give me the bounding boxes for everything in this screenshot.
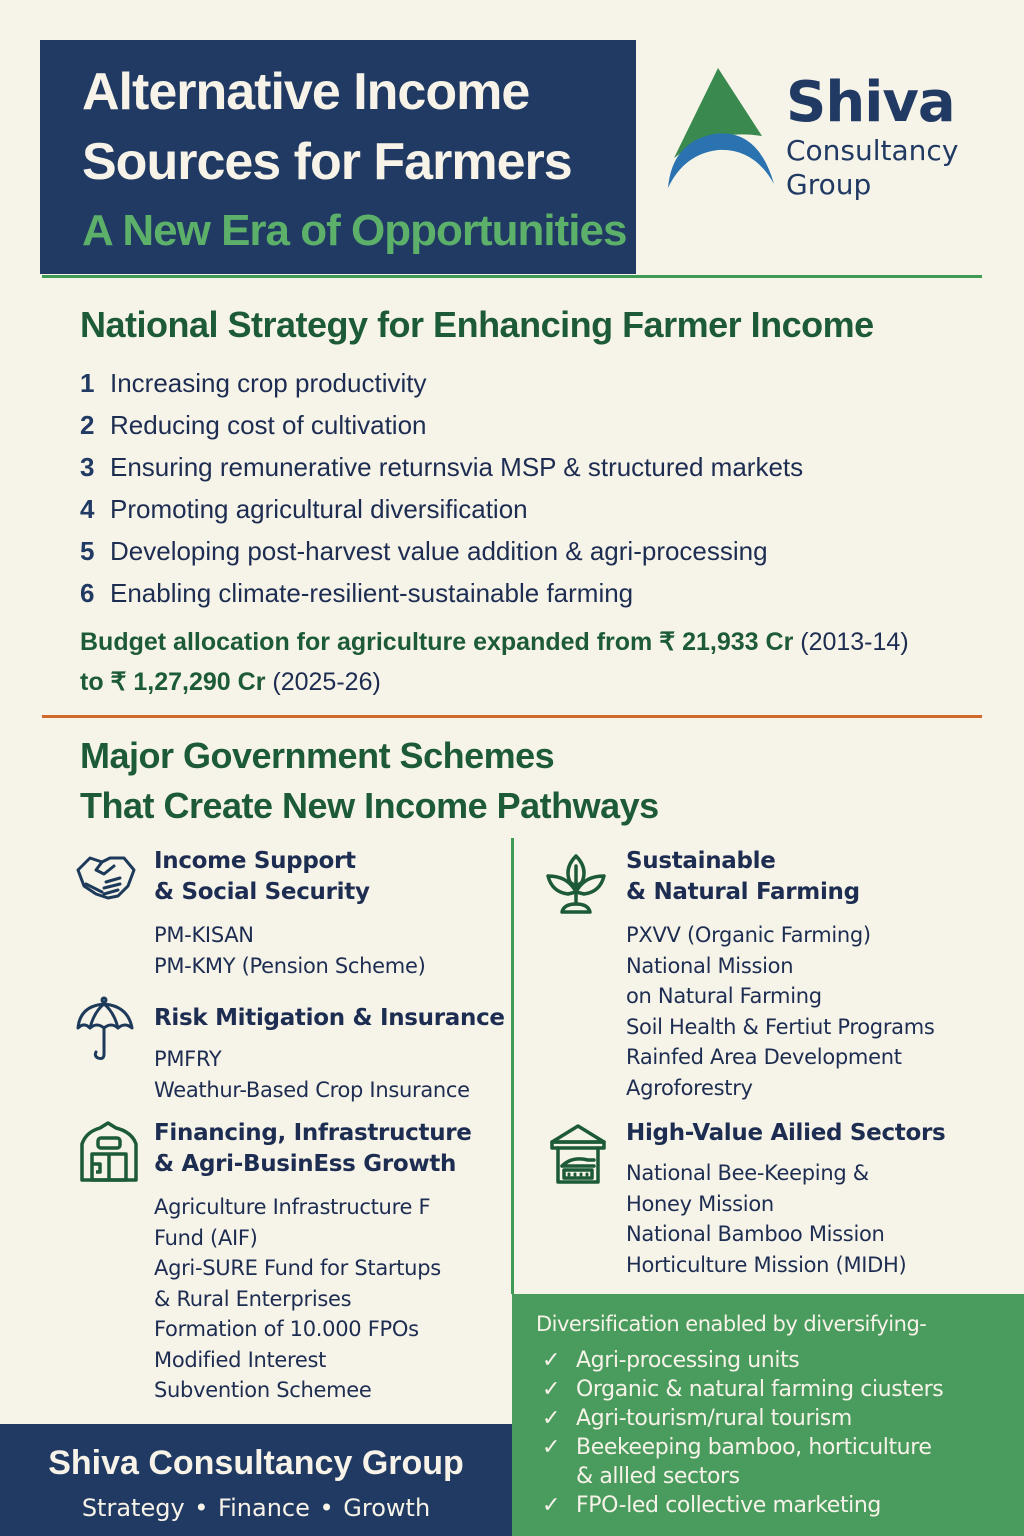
callout-title: Diversification enabled by diversifying- — [536, 1312, 927, 1336]
scheme-title-line: Sustainable — [626, 848, 776, 874]
footer-tagline: Strategy • Finance • Growth — [81, 1494, 431, 1522]
scheme-title — [626, 846, 860, 908]
item-number: 5 — [80, 536, 95, 566]
strategy-item — [80, 490, 803, 532]
callout-item — [542, 1491, 943, 1520]
callout-item-text: Agri-processing units — [576, 1348, 800, 1373]
scheme-item: on Natural Farming — [626, 984, 822, 1008]
scheme-item: Formation of 10.000 FPOs — [154, 1317, 419, 1341]
scheme-item: Agri-SURE Fund for Startups — [154, 1256, 441, 1280]
scheme-title-line: Risk Mitigation & Insurance — [154, 1005, 505, 1031]
scheme-item: Soil Health & Fertiut Programs — [626, 1014, 935, 1039]
scheme-items — [154, 920, 425, 981]
scheme-item: Honey Mission — [626, 1191, 774, 1216]
item-text: Increasing crop productivity — [110, 368, 427, 398]
footer-company-name: Shiva Consultancy Group — [48, 1444, 464, 1482]
scheme-title-line: & Natural Farming — [626, 879, 860, 905]
strategy-heading: National Strategy for Enhancing Farmer Income — [80, 304, 874, 345]
item-text: Promoting agricultural diversification — [110, 494, 528, 524]
logo-sub-1: Consultancy — [786, 134, 959, 167]
scheme-title-line: & Agri-BusinEss Growth — [154, 1151, 457, 1177]
item-text: Developing post-harvest value addition & agri-processing — [110, 536, 768, 566]
check-icon: ✓ — [542, 1493, 561, 1518]
scheme-title — [626, 1118, 945, 1149]
scheme-title — [154, 1118, 472, 1180]
item-text: Enabling climate-resilient-sustainable farming — [110, 578, 634, 608]
beehive-icon — [548, 1122, 612, 1186]
scheme-item: PM-KISAN — [154, 923, 254, 947]
check-icon: ✓ — [542, 1377, 561, 1402]
scheme-item: Subvention Schemee — [154, 1378, 372, 1402]
scheme-item: PMFRY — [154, 1047, 222, 1071]
scheme-item: Horticulture Mission (MIDH) — [626, 1252, 907, 1277]
strategy-item — [80, 448, 803, 490]
scheme-title-line: & Social Security — [154, 879, 370, 905]
mountain-wave-logo-icon — [662, 64, 782, 194]
scheme-item: Weathur-Based Crop Insurance — [154, 1077, 470, 1102]
title-line-2: Sources for Farmers — [82, 133, 572, 191]
item-number: 1 — [80, 368, 95, 398]
scheme-item: PM-KMY (Pension Scheme) — [154, 953, 426, 978]
diversification-callout — [512, 1294, 1024, 1536]
scheme-item: National Mission — [626, 953, 794, 978]
item-text: Ensuring remunerative returnsvia MSP & structured markets — [110, 452, 804, 482]
logo-sub-2: Group — [786, 168, 872, 201]
sprout-icon — [546, 852, 610, 916]
budget-to-amount: ₹ 1,27,290 Cr — [110, 668, 266, 696]
callout-item — [542, 1346, 943, 1375]
budget-mid: to — [80, 668, 111, 696]
scheme-item: Fund (AIF) — [154, 1225, 258, 1250]
scheme-item: Rainfed Area Development — [626, 1045, 902, 1069]
strategy-item — [80, 406, 803, 448]
scheme-item: & Rural Enterprises — [154, 1286, 352, 1311]
strategy-list — [80, 364, 803, 616]
callout-item — [542, 1404, 943, 1433]
callout-item-text: FPO-led collective marketing — [576, 1493, 881, 1518]
callout-item-text: Agri-tourism/rural tourism — [576, 1406, 852, 1431]
callout-list — [542, 1346, 943, 1520]
logo-name: Shiva — [786, 70, 955, 135]
handshake-icon — [74, 848, 138, 912]
schemes-heading-2: That Create New Income Pathways — [80, 785, 659, 826]
barn-icon — [78, 1120, 142, 1184]
budget-statement — [80, 622, 960, 702]
strategy-item — [80, 364, 803, 406]
scheme-title-line: Income Support — [154, 848, 356, 874]
scheme-item: Agriculture Infrastructure F — [154, 1195, 431, 1219]
check-icon: ✓ — [542, 1406, 561, 1431]
scheme-title-line: High-Value Ailied Sectors — [626, 1120, 946, 1146]
item-text: Reducing cost of cultivation — [110, 410, 427, 440]
footer — [0, 1424, 512, 1536]
scheme-item: National Bamboo Mission — [626, 1222, 885, 1246]
callout-item — [542, 1375, 943, 1404]
scheme-item: National Bee-Keeping & — [626, 1161, 869, 1185]
schemes-heading-1: Major Government Schemes — [80, 735, 555, 776]
strategy-item — [80, 574, 803, 616]
item-number: 2 — [80, 410, 95, 440]
scheme-title-line: Financing, Infrastructure — [154, 1120, 472, 1146]
check-icon: ✓ — [542, 1348, 561, 1373]
scheme-title — [154, 846, 370, 908]
umbrella-icon — [76, 996, 140, 1060]
column-divider — [511, 838, 514, 1294]
title-line-1: Alternative Income — [82, 63, 530, 121]
budget-to-year: (2025-26) — [265, 668, 381, 696]
strategy-item — [80, 532, 803, 574]
item-number: 4 — [80, 494, 95, 524]
check-icon: ✓ — [542, 1435, 561, 1460]
scheme-items — [626, 920, 935, 1103]
scheme-item: Modified Interest — [154, 1347, 327, 1372]
item-number: 3 — [80, 452, 95, 482]
budget-prefix: Budget allocation for agriculture expanded from — [80, 628, 660, 656]
budget-from-year: (2013-14) — [793, 628, 909, 656]
callout-item-text: Organic & natural farming ciusters — [576, 1377, 944, 1402]
header-divider — [42, 275, 982, 278]
callout-item-text: Beekeeping bamboo, horticulture & allled sectors — [576, 1435, 932, 1489]
scheme-items — [154, 1192, 441, 1406]
subtitle: A New Era of Opportunities — [82, 206, 627, 255]
scheme-items — [154, 1044, 470, 1105]
callout-item — [542, 1433, 943, 1491]
scheme-item: Agroforestry — [626, 1075, 753, 1100]
scheme-items — [626, 1158, 906, 1280]
section-divider — [42, 715, 982, 718]
item-number: 6 — [80, 578, 95, 608]
scheme-item: PXVV (Organic Farming) — [626, 923, 871, 947]
scheme-title — [154, 1003, 505, 1034]
budget-from-amount: ₹ 21,933 Cr — [659, 628, 794, 656]
